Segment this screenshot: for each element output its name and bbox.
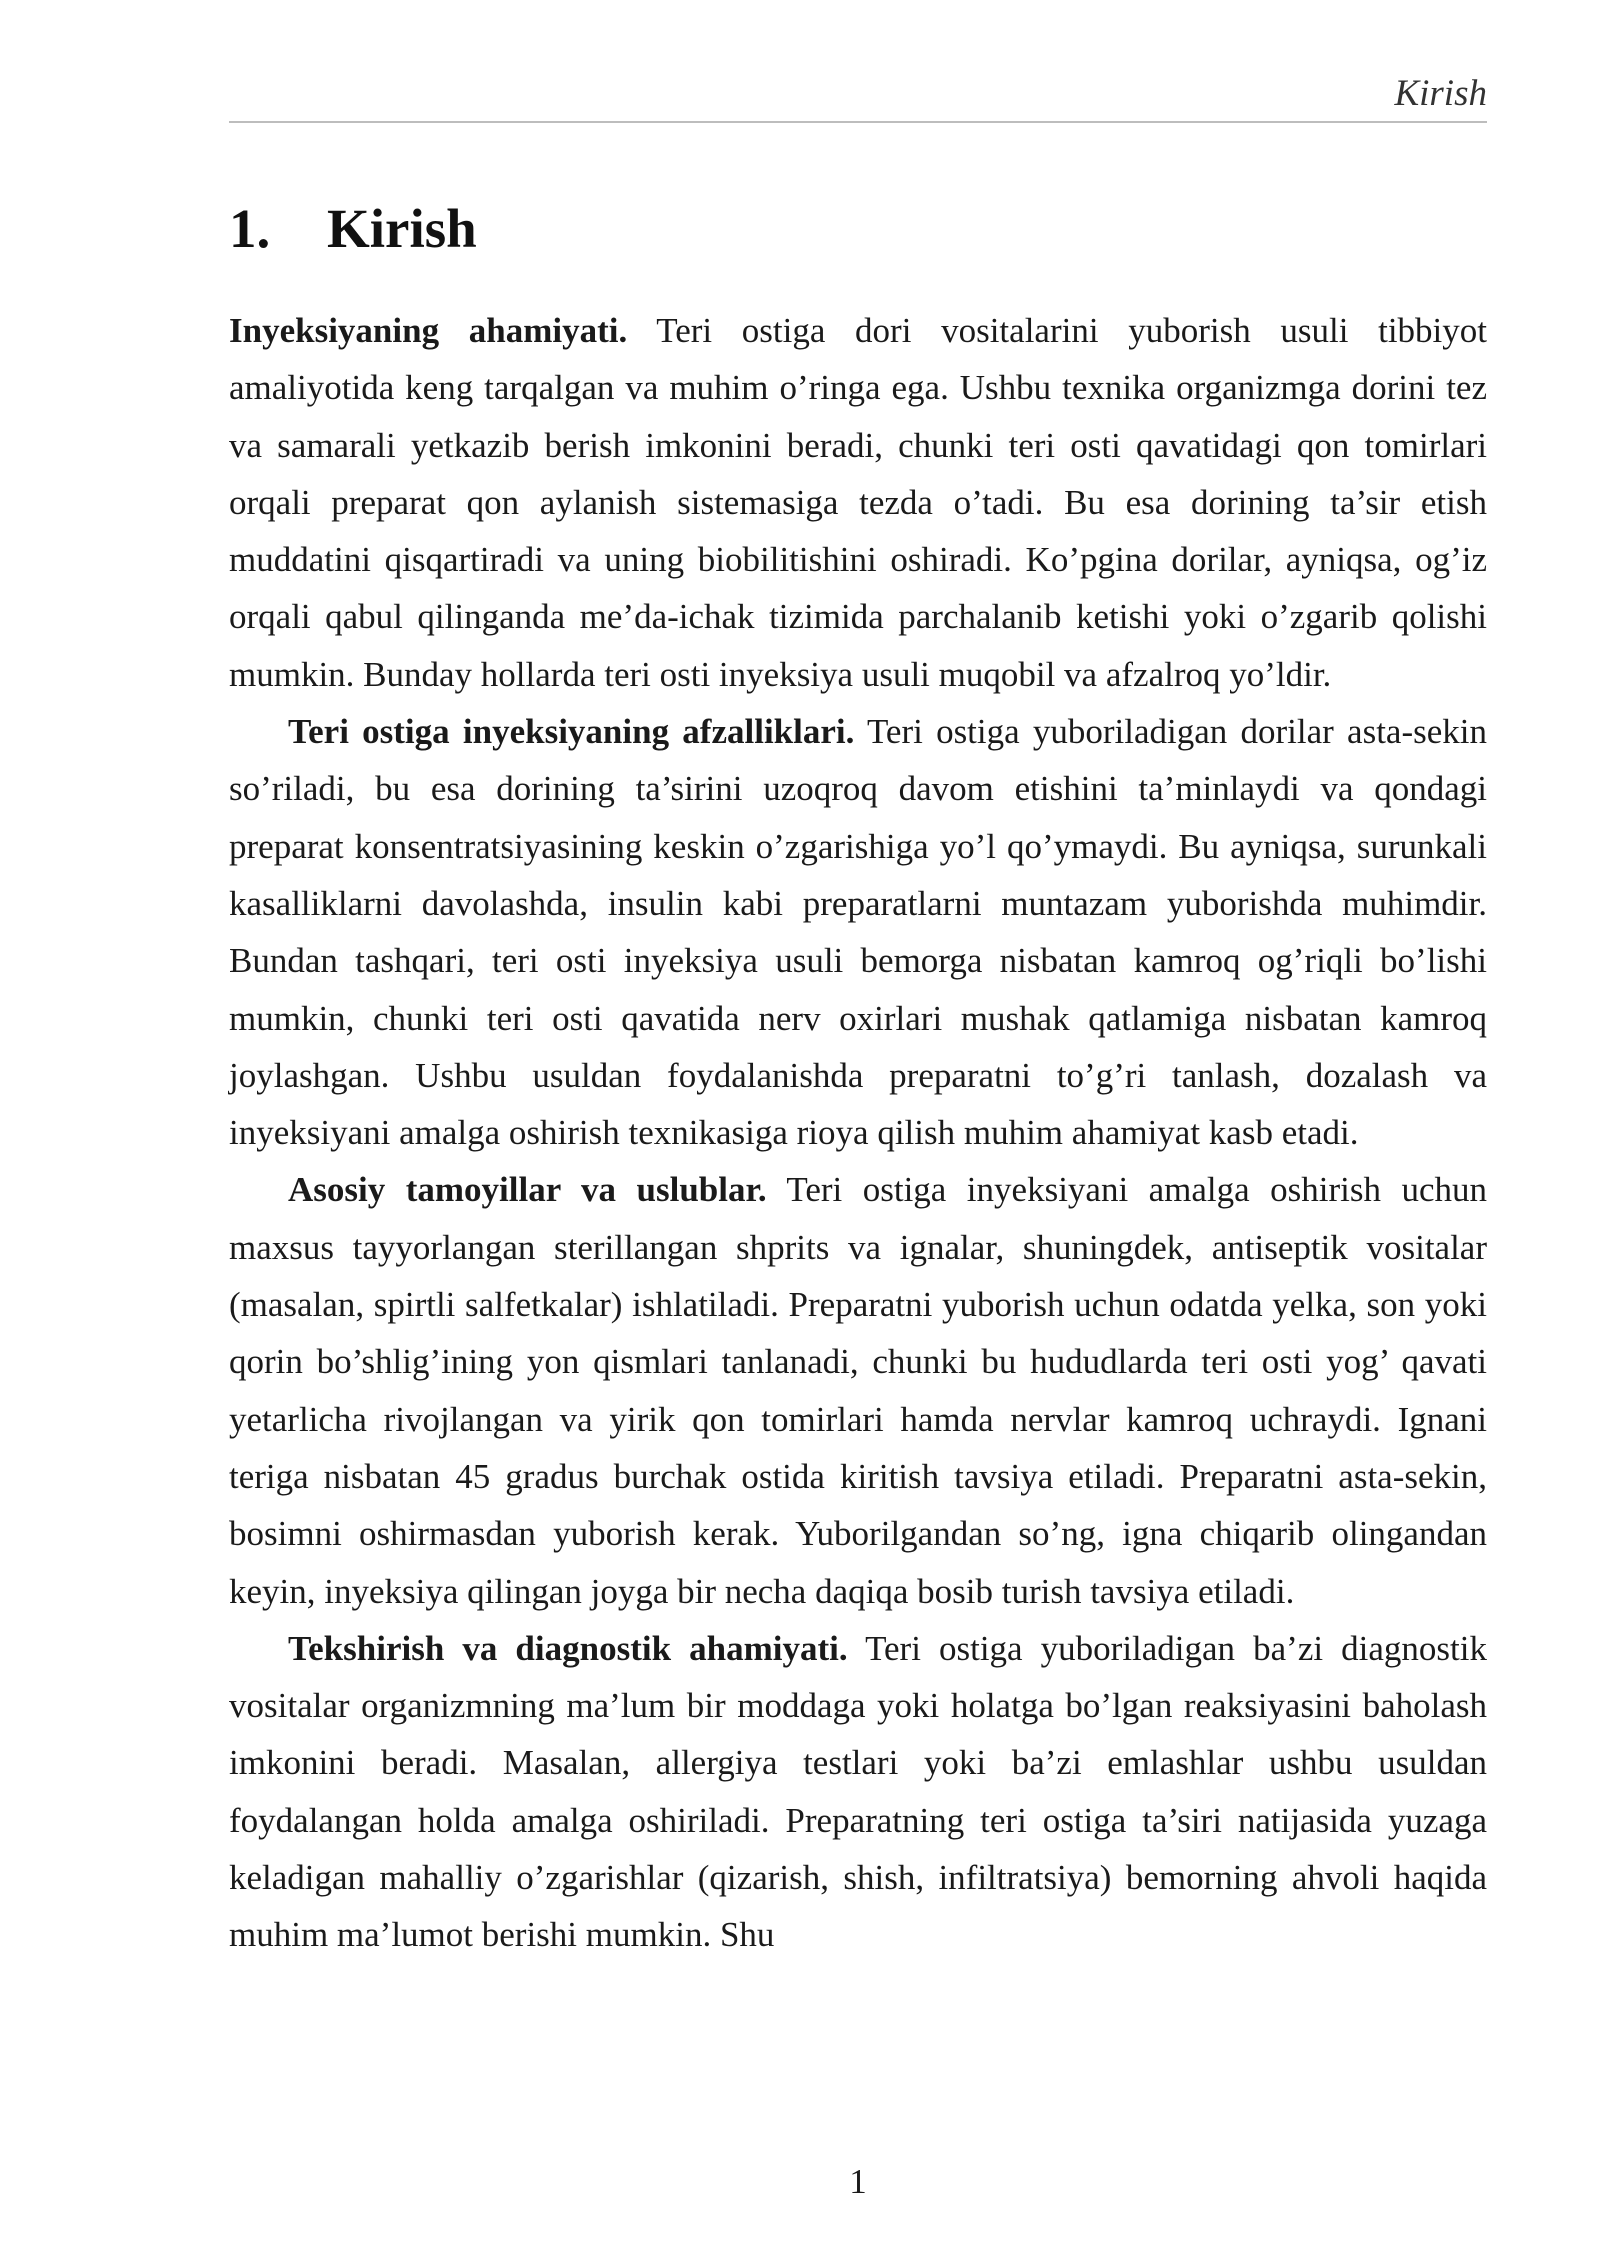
paragraph-text: Teri ostiga dori vositalarini yuborish usuli tibbiyot amaliyotida keng tarqalgan va muhim o’ringa ega. Ushbu texnika organizmga dorini tez va samarali yetkazib berish imkonini beradi, chunki teri osti qavatidagi qon tomirlari orqali preparat qon aylanish sistemasiga tezda o’tadi. Bu esa dorining ta’sir etish muddatini qisqartiradi va uning biobilitishini oshiradi. Ko’pgina dorilar, ayniqsa, og’iz orqali qabul qilinganda me’da-ichak tizimida parchalanib ketishi yoki o’zgarib qolishi mumkin. Bunday hollarda teri osti inyeksiya usuli muqobil va afzalroq yo’ldir. <box>229 311 1488 694</box>
paragraph-principles <box>229 1161 1487 1619</box>
paragraph-lead: Asosiy tamoyillar va uslublar. <box>288 1170 767 1210</box>
running-header: Kirish <box>1394 73 1487 114</box>
header-divider <box>229 121 1487 123</box>
paragraph-lead: Inyeksiyaning ahamiyati. <box>229 311 628 350</box>
paragraph-text: Teri ostiga yuboriladigan ba’zi diagnostik vositalar organizmning ma’lum bir moddaga yoki holatga bo’lgan reaksiyasini baholash imkonini beradi. Masalan, allergiya testlari yoki ba’zi emlashlar ushbu usuldan foydalangan holda amalga oshiriladi. Preparatning teri ostiga ta’siri natijasida yuzaga keladigan mahalliy o’zgarishlar (qizarish, shish, infiltratsiya) bemorning ahvoli haqida muhim ma’lumot berishi mumkin. Shu <box>229 1628 1487 1955</box>
chapter-title: Kirish <box>327 198 477 259</box>
paragraph-text: Teri ostiga yuboriladigan dorilar asta-sekin so’riladi, bu esa dorining ta’sirini uzoqroq davom etishini ta’minlaydi va qondagi preparat konsentratsiyasining keskin o’zgarishiga yo’l qo’ymaydi. Bu ayniqsa, surunkali kasalliklarni davolashda, insulin kabi preparatlarni muntazam yuborishda muhimdir. Bundan tashqari, teri osti inyeksiya usuli bemorga nisbatan kamroq og’riqli bo’lishi mumkin, chunki teri osti qavatida nerv oxirlari mushak qatlamiga nisbatan kamroq joylashgan. Ushbu usuldan foydalanishda preparatni to’g’ri tanlash, dozalash va inyeksiyani amalga oshirish texnikasiga rioya qilish muhim ahamiyat kasb etadi. <box>229 712 1487 1153</box>
paragraph-advantages <box>229 703 1487 1161</box>
chapter-number: 1. <box>229 198 271 259</box>
paragraph-text: Teri ostiga inyeksiyani amalga oshirish uchun maxsus tayyorlangan sterillangan shprits va ignalar, shuningdek, antiseptik vositalar (masalan, spirtli salfetkalar) ishlatiladi. Preparatni yuborish uchun odatda yelka, son yoki qorin bo’shlig’ining yon qismlari tanlanadi, chunki bu hududlarda teri osti yog’ qavati yetarlicha rivojlangan va yirik qon tomirlari hamda nervlar kamroq uchraydi. Ignani teriga nisbatan 45 gradus burchak ostida kiritish tavsiya etiladi. Preparatni asta-sekin, bosimni oshirmasdan yuborish kerak. Yuborilgandan so’ng, igna chiqarib olingandan keyin, inyeksiya qilingan joyga bir necha daqiqa bosib turish tavsiya etiladi. <box>229 1170 1488 1611</box>
body-text <box>229 302 1487 1964</box>
chapter-heading <box>229 194 477 264</box>
paragraph-lead: Teri ostiga inyeksiyaning afzalliklari. <box>288 712 855 752</box>
paragraph-diagnostics <box>229 1620 1487 1964</box>
paragraph-importance <box>229 302 1487 703</box>
page-number: 1 <box>849 2162 867 2201</box>
paragraph-lead: Tekshirish va diagnostik ahamiyati. <box>288 1628 848 1668</box>
